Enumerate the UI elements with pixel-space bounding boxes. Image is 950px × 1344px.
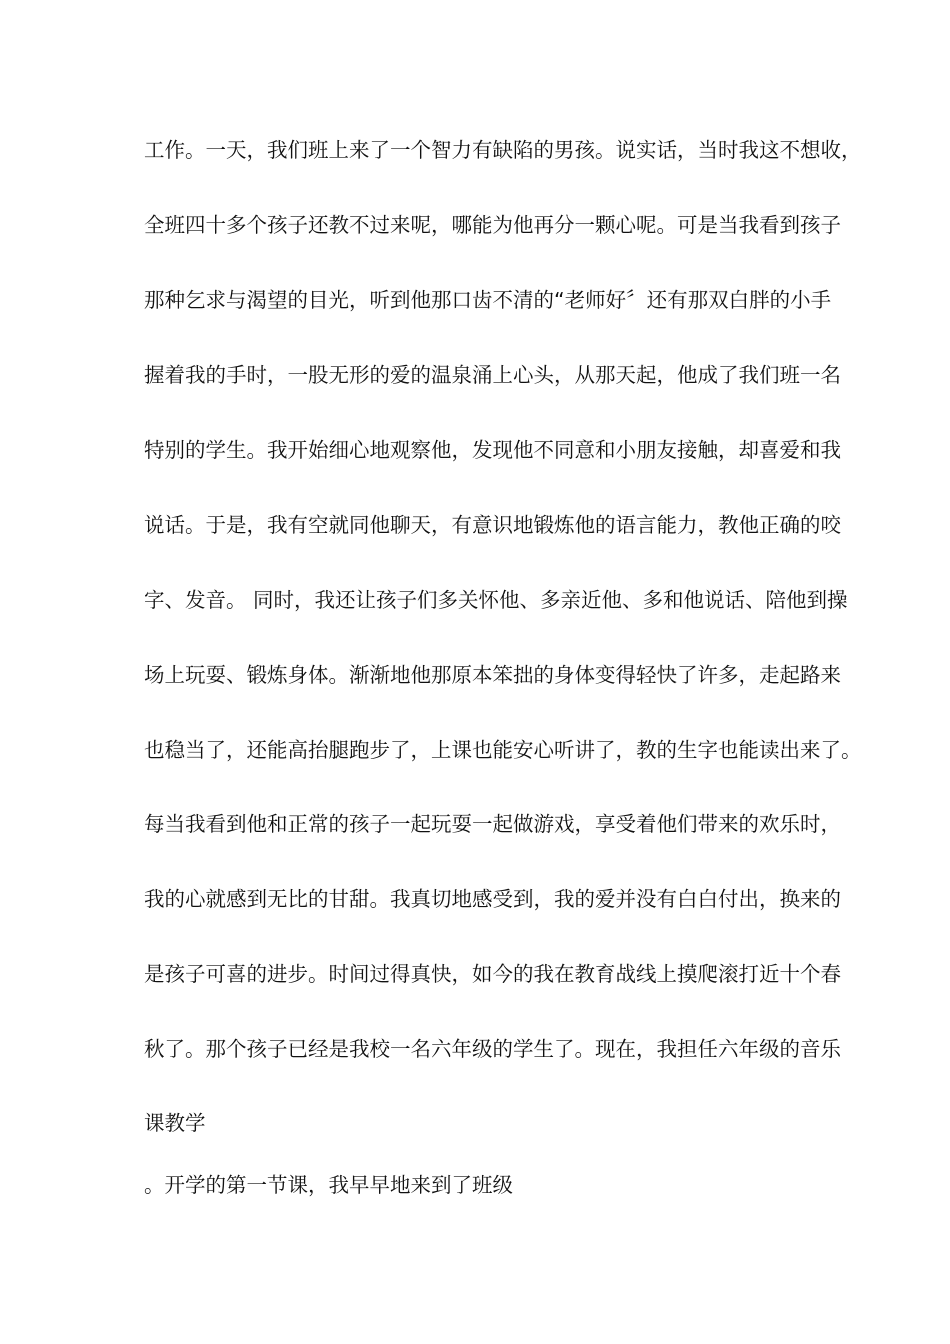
paragraph-line: 我的心就感到无比的甘甜。我真切地感受到，我的爱并没有白白付出，换来的 [144, 887, 841, 911]
paragraph-line: 也稳当了，还能高抬腿跑步了，上课也能安心听讲了，教的生字也能读出来了。 [144, 738, 862, 762]
paragraph-line: 全班四十多个孩子还教不过来呢，哪能为他再分一颗心呢。可是当我看到孩子 [144, 213, 841, 237]
paragraph-line: 每当我看到他和正常的孩子一起玩耍一起做游戏，享受着他们带来的欢乐时， [144, 812, 841, 836]
paragraph-line: 场上玩耍、锻炼身体。渐渐地他那原本笨拙的身体变得轻快了许多，走起路来 [144, 663, 841, 687]
paragraph-line: 秋了。那个孩子已经是我校一名六年级的学生了。现在，我担任六年级的音乐 [144, 1037, 841, 1061]
paragraph-line: 工作。一天，我们班上来了一个智力有缺陷的男孩。说实话，当时我这不想收， [144, 138, 862, 162]
paragraph-line: 字、发音。 同时，我还让孩子们多关怀他、多亲近他、多和他说话、陪他到操 [144, 588, 848, 612]
paragraph-line: 握着我的手时，一股无形的爱的温泉涌上心头，从那天起，他成了我们班一名 [144, 363, 841, 387]
paragraph-line: 。开学的第一节课，我早早地来到了班级 [144, 1173, 513, 1197]
paragraph-line: 那种乞求与渴望的目光，听到他那口齿不清的“老师好〞还有那双白胖的小手 [144, 288, 832, 312]
paragraph-line: 是孩子可喜的进步。时间过得真快，如今的我在教育战线上摸爬滚打近十个春 [144, 962, 841, 986]
paragraph-line: 说话。于是，我有空就同他聊天，有意识地锻炼他的语言能力，教他正确的咬 [144, 513, 841, 537]
paragraph-line: 特别的学生。我开始细心地观察他，发现他不同意和小朋友接触，却喜爱和我 [144, 438, 841, 462]
paragraph-line: 课教学 [144, 1111, 206, 1135]
